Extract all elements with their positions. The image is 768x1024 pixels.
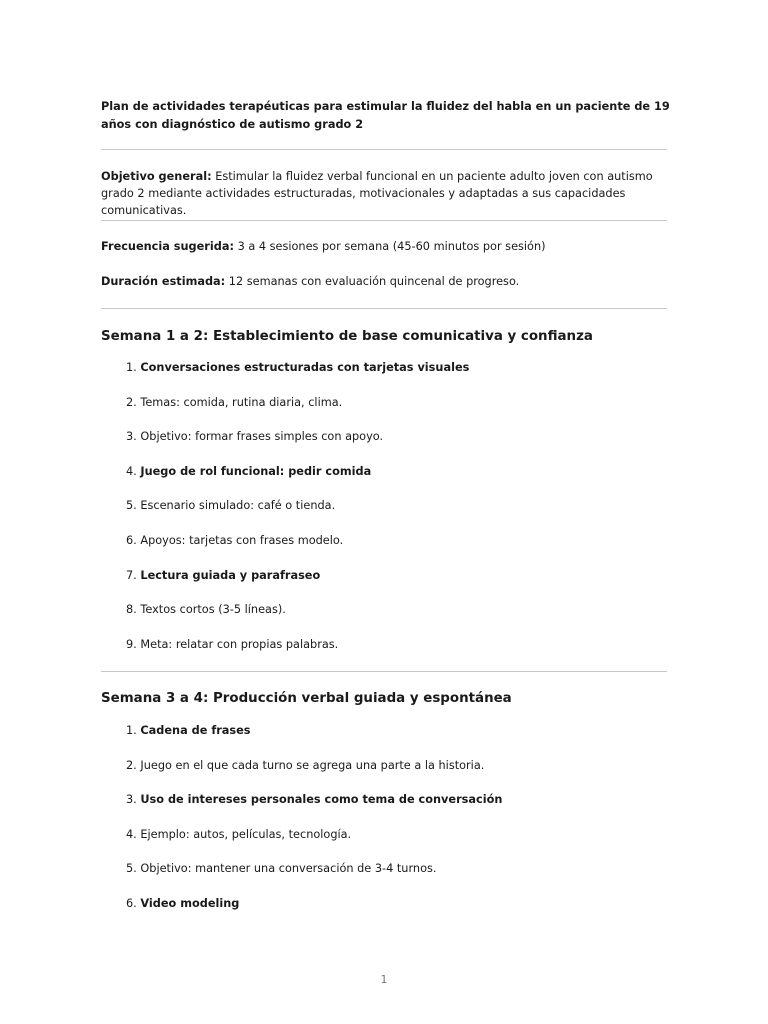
divider <box>101 149 667 150</box>
objective-paragraph <box>101 168 673 219</box>
list-item-number: 6. <box>126 897 137 910</box>
list-item-text: Cadena de frases <box>140 724 251 737</box>
list-item-number: 7. <box>126 568 137 582</box>
list-item <box>126 361 469 375</box>
list-item <box>126 638 338 652</box>
list-item-text: Escenario simulado: café o tienda. <box>140 499 336 513</box>
frequency-label: Frecuencia sugerida: <box>101 240 234 253</box>
list-item <box>126 534 343 548</box>
list-item-text: Textos cortos (3-5 líneas). <box>140 603 286 617</box>
list-item-text: Apoyos: tarjetas con frases modelo. <box>140 534 344 547</box>
document-title: Plan de actividades terapéuticas para estimular la fluidez del habla en un paciente de 19 años con diagnóstico de autismo grado 2 <box>101 100 670 131</box>
list-item-text: Juego de rol funcional: pedir comida <box>140 464 372 478</box>
list-item <box>126 499 335 513</box>
list-item <box>126 759 484 773</box>
objective-label: Objetivo general: <box>101 170 212 183</box>
list-item-text: Uso de intereses personales como tema de conversación <box>140 793 503 807</box>
list-item-text: Video modeling <box>140 897 240 910</box>
list-item-text: Objetivo: formar frases simples con apoyo. <box>140 430 384 444</box>
list-item <box>126 430 383 444</box>
list-item <box>126 828 351 842</box>
section-heading-week-3-4: Semana 3 a 4: Producción verbal guiada y espontánea <box>101 691 512 706</box>
list-item-text: Objetivo: mantener una conversación de 3-4 turnos. <box>140 862 437 876</box>
list-item-number: 5. <box>126 862 137 876</box>
duration-paragraph <box>101 273 673 290</box>
list-item-number: 8. <box>126 603 137 617</box>
list-item-text: Conversaciones estructuradas con tarjetas visuales <box>140 361 470 374</box>
divider <box>101 308 667 309</box>
duration-label: Duración estimada: <box>101 275 226 288</box>
list-item <box>126 862 436 876</box>
list-item-number: 4. <box>126 464 137 478</box>
list-item-text: Meta: relatar con propias palabras. <box>140 637 339 651</box>
list-item <box>126 603 286 617</box>
list-item-number: 3. <box>126 793 137 807</box>
list-item-number: 3. <box>126 430 137 444</box>
list-item-number: 2. <box>126 395 137 409</box>
list-item-number: 5. <box>126 499 137 513</box>
divider <box>101 671 667 672</box>
list-item-text: Juego en el que cada turno se agrega una parte a la historia. <box>140 758 485 772</box>
list-item-number: 6. <box>126 534 137 547</box>
list-item <box>126 793 502 807</box>
list-item-number: 4. <box>126 827 137 841</box>
list-item <box>126 724 251 738</box>
list-item <box>126 897 239 911</box>
list-item-text: Ejemplo: autos, películas, tecnología. <box>140 827 352 841</box>
frequency-text: 3 a 4 sesiones por semana (45-60 minutos por sesión) <box>237 240 546 253</box>
list-item-number: 1. <box>126 361 137 374</box>
list-item <box>126 396 342 410</box>
objective-text: Estimular la fluidez verbal funcional en un paciente adulto joven con autismo grado 2 mediante actividades estructuradas, motivacionales y adaptadas a sus capacidades comunicativas. <box>101 170 653 217</box>
list-item <box>126 569 320 583</box>
section-heading-week-1-2: Semana 1 a 2: Establecimiento de base comunicativa y confianza <box>101 329 593 344</box>
list-item-text: Lectura guiada y parafraseo <box>140 568 321 582</box>
divider <box>101 220 667 221</box>
page-number: 1 <box>380 973 388 986</box>
list-item-number: 1. <box>126 724 137 737</box>
duration-text: 12 semanas con evaluación quincenal de progreso. <box>228 275 520 288</box>
list-item-number: 9. <box>126 637 137 651</box>
list-item-text: Temas: comida, rutina diaria, clima. <box>140 395 343 409</box>
list-item-number: 2. <box>126 758 137 772</box>
frequency-paragraph <box>101 238 673 255</box>
list-item <box>126 465 371 479</box>
